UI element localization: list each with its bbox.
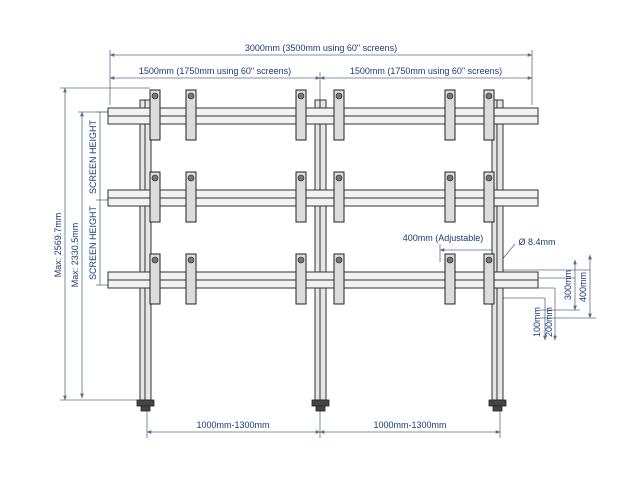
screen-height-bottom-label: SCREEN HEIGHT: [88, 205, 98, 281]
screen-height-top-label: SCREEN HEIGHT: [88, 119, 98, 195]
base-left-label: 1000mm-1300mm: [196, 420, 270, 430]
foot-right: [489, 400, 506, 406]
adjustable-label: 400mm (Adjustable): [402, 233, 484, 243]
foot-center-pad: [316, 406, 325, 411]
foot-center: [312, 400, 329, 406]
height-100-label: 100mm: [532, 306, 542, 338]
base-right-label: 1000mm-1300mm: [373, 420, 447, 430]
left-half-width-label: 1500mm (1750mm using 60" screens): [138, 66, 292, 76]
height-200-label: 200mm: [544, 306, 554, 338]
foot-right-pad: [493, 406, 502, 411]
max-inner-height-label: Max: 2330.5mm: [70, 222, 80, 288]
feet: [137, 400, 506, 411]
height-400-label: 400mm: [578, 271, 588, 303]
height-300-label: 300mm: [563, 269, 573, 301]
foot-left: [137, 400, 154, 406]
right-half-width-label: 1500mm (1750mm using 60" screens): [349, 66, 503, 76]
max-height-label: Max: 2569.7mm: [53, 212, 63, 278]
hole-diameter-label: Ø 8.4mm: [518, 237, 556, 247]
foot-left-pad: [141, 406, 150, 411]
total-width-label: 3000mm (3500mm using 60" screens): [244, 43, 398, 53]
